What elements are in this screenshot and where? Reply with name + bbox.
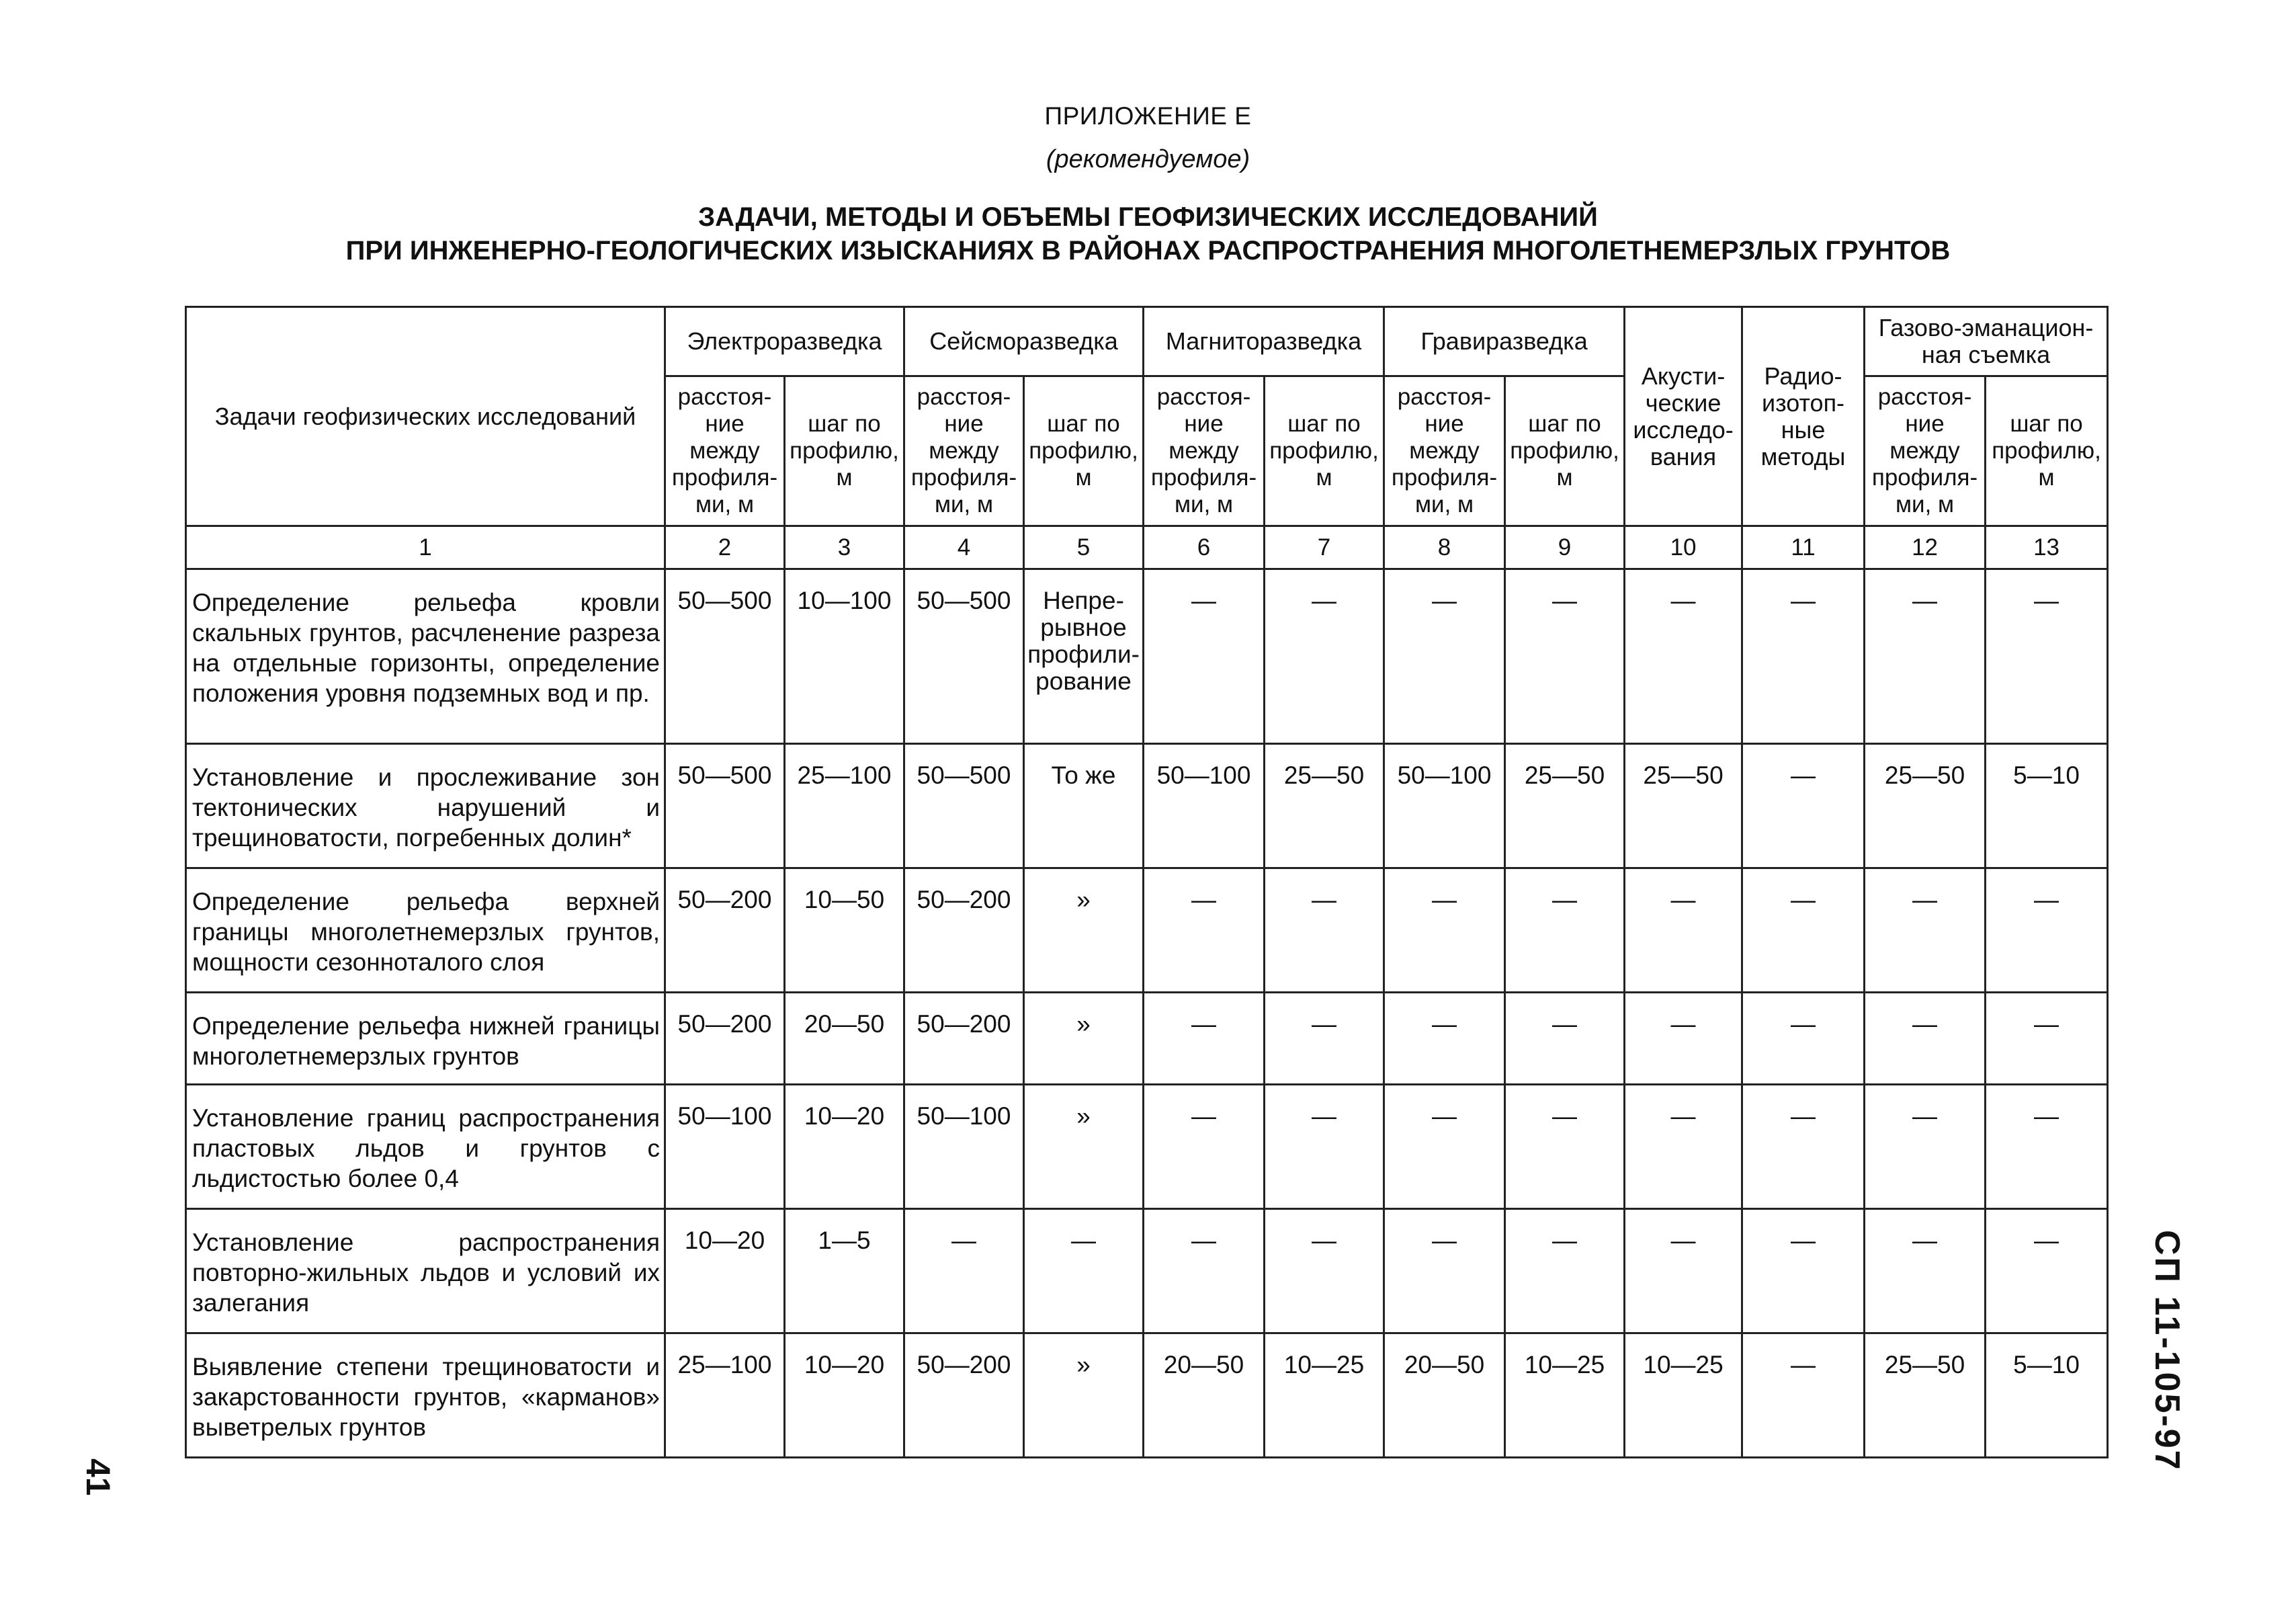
geophysics-table [185, 306, 2109, 1458]
table-row [186, 993, 2108, 1085]
value-cell: 25—50 [1625, 744, 1742, 868]
value-cell: — [1505, 993, 1625, 1085]
appendix-label: ПРИЛОЖЕНИЕ Е [1044, 102, 1252, 130]
value-cell: — [1742, 868, 1865, 993]
value-cell: 50—500 [665, 569, 785, 744]
value-cell: 50—100 [1144, 744, 1265, 868]
column-number: 5 [1024, 526, 1144, 569]
column-number: 9 [1505, 526, 1625, 569]
value-cell: Непре- рывное профили- рование [1024, 569, 1144, 744]
column-number: 2 [665, 526, 785, 569]
column-number: 12 [1865, 526, 1986, 569]
page-number: 41 [79, 1458, 117, 1496]
column-number: 7 [1265, 526, 1384, 569]
value-cell: — [1384, 868, 1505, 993]
sub-step: шаг по профилю, м [1986, 376, 2108, 526]
task-cell: Определение рельефа верхней границы многолетнемерзлых грунтов, мощности сезонноталого слоя [186, 868, 665, 993]
document-title [0, 200, 2296, 267]
value-cell: 25—100 [785, 744, 904, 868]
sub-distance: расстоя- ние между профиля- ми, м [1144, 376, 1265, 526]
sub-distance: расстоя- ние между профиля- ми, м [904, 376, 1024, 526]
value-cell: — [1742, 569, 1865, 744]
value-cell: 10—100 [785, 569, 904, 744]
method-electro: Электроразведка [665, 307, 904, 376]
task-cell: Выявление степени трещиноватости и закарстованности грунтов, «карманов» выветрелых грунтов [186, 1333, 665, 1458]
title-line-1: ЗАДАЧИ, МЕТОДЫ И ОБЪЕМЫ ГЕОФИЗИЧЕСКИХ ИССЛЕДОВАНИЙ [698, 202, 1598, 232]
value-cell: 10—25 [1625, 1333, 1742, 1458]
value-cell: — [1024, 1209, 1144, 1333]
value-cell: 50—200 [665, 993, 785, 1085]
value-cell: — [1865, 569, 1986, 744]
value-cell: 10—25 [1265, 1333, 1384, 1458]
value-cell: — [1384, 1085, 1505, 1209]
column-number: 3 [785, 526, 904, 569]
value-cell: — [1625, 868, 1742, 993]
value-cell: 50—200 [904, 1333, 1024, 1458]
column-number: 6 [1144, 526, 1265, 569]
column-number: 1 [186, 526, 665, 569]
value-cell: — [1505, 569, 1625, 744]
value-cell: » [1024, 868, 1144, 993]
appendix-type: (рекомендуемое) [1046, 145, 1250, 173]
table-row [186, 1209, 2108, 1333]
task-cell: Определение рельефа кровли скальных грунтов, расчленение разреза на отдельные горизонты, определение положения уровня подземных вод и пр. [186, 569, 665, 744]
value-cell: — [1865, 993, 1986, 1085]
value-cell: 50—200 [665, 868, 785, 993]
table-row [186, 569, 2108, 744]
value-cell: — [1742, 1085, 1865, 1209]
value-cell: 1—5 [785, 1209, 904, 1333]
value-cell: — [1865, 868, 1986, 993]
value-cell: » [1024, 1085, 1144, 1209]
value-cell: 10—50 [785, 868, 904, 993]
value-cell: — [1986, 1209, 2108, 1333]
column-number-row [186, 526, 2108, 569]
value-cell: 50—100 [665, 1085, 785, 1209]
value-cell: — [1986, 569, 2108, 744]
value-cell: — [1144, 569, 1265, 744]
value-cell: 25—50 [1865, 744, 1986, 868]
value-cell: — [1384, 993, 1505, 1085]
task-header: Задачи геофизических исследований [186, 307, 665, 526]
value-cell: 10—20 [785, 1085, 904, 1209]
column-number: 4 [904, 526, 1024, 569]
value-cell: — [1625, 569, 1742, 744]
header-row-methods [186, 307, 2108, 376]
value-cell: — [1625, 1085, 1742, 1209]
value-cell: 50—100 [904, 1085, 1024, 1209]
value-cell: 20—50 [1384, 1333, 1505, 1458]
value-cell: 50—500 [904, 569, 1024, 744]
column-number: 13 [1986, 526, 2108, 569]
table-row [186, 1085, 2108, 1209]
value-cell: — [1505, 1209, 1625, 1333]
value-cell: 10—20 [785, 1333, 904, 1458]
value-cell: — [1625, 993, 1742, 1085]
value-cell: — [1384, 1209, 1505, 1333]
document-code: СП 11-105-97 [2148, 1230, 2186, 1472]
sub-step: шаг по профилю, м [1265, 376, 1384, 526]
value-cell: — [1865, 1085, 1986, 1209]
value-cell: — [1265, 569, 1384, 744]
value-cell: 5—10 [1986, 1333, 2108, 1458]
value-cell: — [1986, 1085, 2108, 1209]
value-cell: — [1265, 1209, 1384, 1333]
task-cell: Определение рельефа нижней границы многолетнемерзлых грунтов [186, 993, 665, 1085]
sub-step: шаг по профилю, м [1024, 376, 1144, 526]
value-cell: — [1384, 569, 1505, 744]
value-cell: — [1865, 1209, 1986, 1333]
method-gravi: Гравиразведка [1384, 307, 1625, 376]
table-row [186, 1333, 2108, 1458]
sub-distance: расстоя- ние между профиля- ми, м [1384, 376, 1505, 526]
value-cell: 50—500 [904, 744, 1024, 868]
column-number: 11 [1742, 526, 1865, 569]
task-cell: Установление распространения повторно-жильных льдов и условий их залегания [186, 1209, 665, 1333]
column-number: 8 [1384, 526, 1505, 569]
sub-step: шаг по профилю, м [785, 376, 904, 526]
value-cell: 50—500 [665, 744, 785, 868]
value-cell: 25—50 [1865, 1333, 1986, 1458]
value-cell: — [1625, 1209, 1742, 1333]
method-seismo: Сейсморазведка [904, 307, 1144, 376]
value-cell: 20—50 [785, 993, 904, 1085]
task-cell: Установление и прослеживание зон тектонических нарушений и трещиноватости, погребенных долин* [186, 744, 665, 868]
value-cell: — [1265, 993, 1384, 1085]
value-cell: — [1505, 868, 1625, 993]
value-cell: 50—200 [904, 868, 1024, 993]
value-cell: — [904, 1209, 1024, 1333]
method-gas-emanation: Газово-эманацион- ная съемка [1865, 307, 2108, 376]
table-row [186, 744, 2108, 868]
sub-distance: расстоя- ние между профиля- ми, м [665, 376, 785, 526]
value-cell: — [1144, 868, 1265, 993]
value-cell: — [1265, 1085, 1384, 1209]
value-cell: 5—10 [1986, 744, 2108, 868]
method-magneto: Магниторазведка [1144, 307, 1384, 376]
value-cell: 50—100 [1384, 744, 1505, 868]
value-cell: — [1986, 868, 2108, 993]
value-cell: 10—20 [665, 1209, 785, 1333]
value-cell: 50—200 [904, 993, 1024, 1085]
method-acoustic: Акусти- ческие исследо- вания [1625, 307, 1742, 526]
sub-step: шаг по профилю, м [1505, 376, 1625, 526]
value-cell: То же [1024, 744, 1144, 868]
value-cell: 25—50 [1505, 744, 1625, 868]
value-cell: » [1024, 993, 1144, 1085]
title-line-2: ПРИ ИНЖЕНЕРНО-ГЕОЛОГИЧЕСКИХ ИЗЫСКАНИЯХ В РАЙОНАХ РАСПРОСТРАНЕНИЯ МНОГОЛЕТНЕМЕРЗЛЫХ ГРУНТОВ [345, 236, 1951, 265]
value-cell: 20—50 [1144, 1333, 1265, 1458]
task-cell: Установление границ распространения пластовых льдов и грунтов с льдистостью более 0,4 [186, 1085, 665, 1209]
value-cell: — [1742, 1209, 1865, 1333]
value-cell: — [1144, 1085, 1265, 1209]
value-cell: 25—50 [1265, 744, 1384, 868]
column-number: 10 [1625, 526, 1742, 569]
value-cell: — [1144, 993, 1265, 1085]
value-cell: — [1505, 1085, 1625, 1209]
table-row [186, 868, 2108, 993]
value-cell: — [1742, 993, 1865, 1085]
value-cell: — [1742, 744, 1865, 868]
value-cell: — [1265, 868, 1384, 993]
value-cell: — [1986, 993, 2108, 1085]
value-cell: » [1024, 1333, 1144, 1458]
value-cell: — [1742, 1333, 1865, 1458]
value-cell: 25—100 [665, 1333, 785, 1458]
sub-distance: расстоя- ние между профиля- ми, м [1865, 376, 1986, 526]
value-cell: — [1144, 1209, 1265, 1333]
value-cell: 10—25 [1505, 1333, 1625, 1458]
method-radioisotope: Радио- изотоп- ные методы [1742, 307, 1865, 526]
